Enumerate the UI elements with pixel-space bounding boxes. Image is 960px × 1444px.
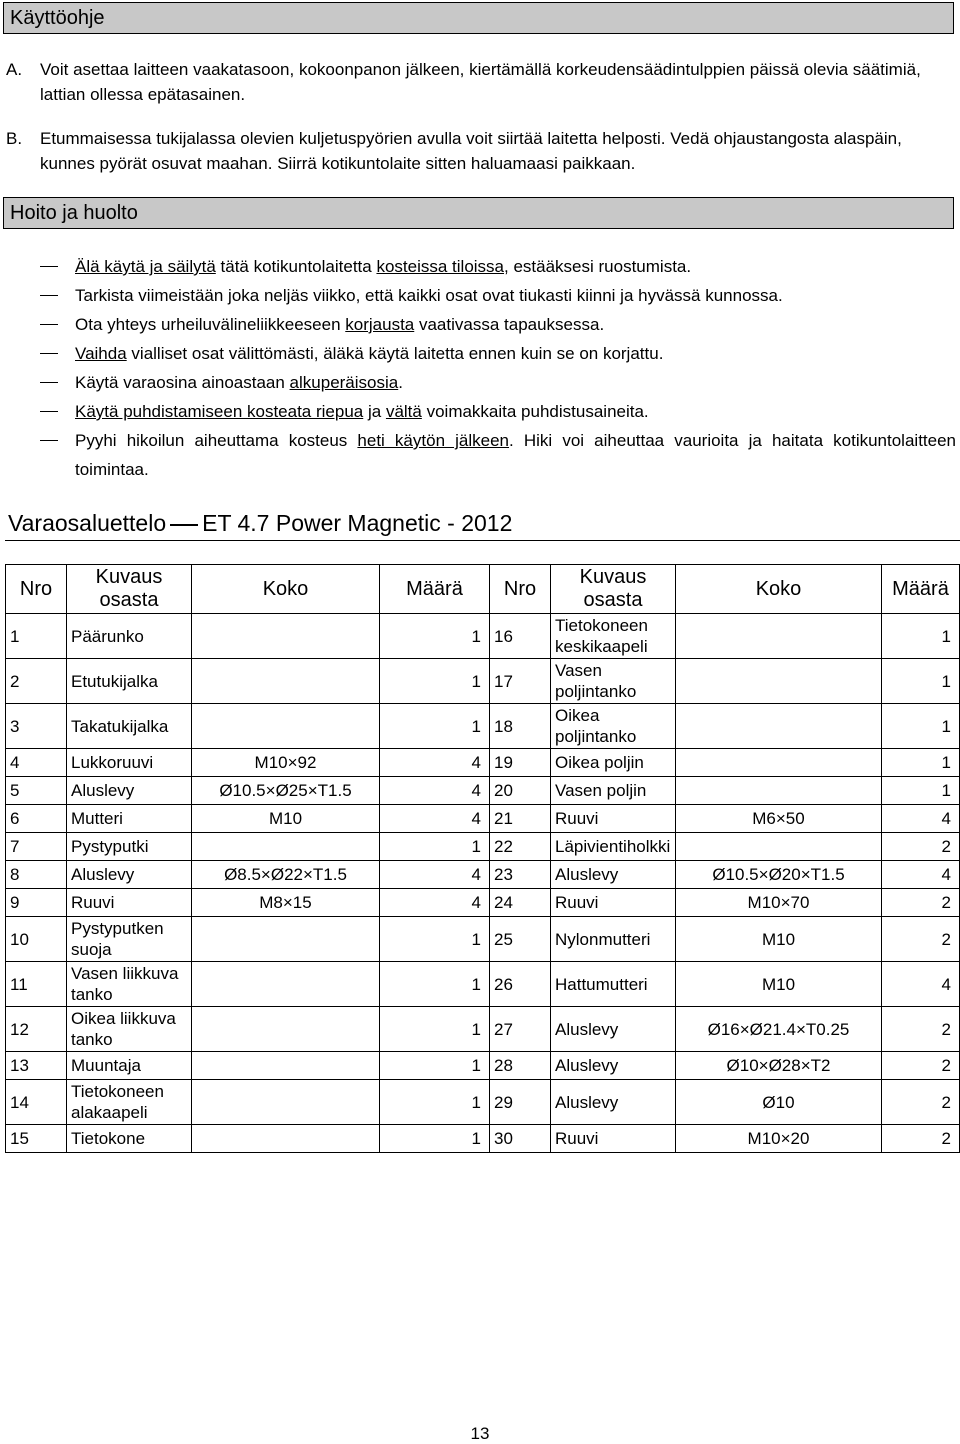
part-number: 1 xyxy=(6,614,67,659)
table-row xyxy=(6,917,960,962)
part-quantity: 1 xyxy=(380,1080,490,1125)
part-quantity: 1 xyxy=(882,704,960,749)
part-size xyxy=(192,1125,380,1153)
part-number: 9 xyxy=(6,889,67,917)
care-text: ja xyxy=(363,402,386,421)
part-size: Ø10 xyxy=(676,1080,882,1125)
part-size xyxy=(192,917,380,962)
dash-icon xyxy=(170,524,198,526)
part-quantity: 4 xyxy=(882,861,960,889)
part-quantity: 1 xyxy=(380,962,490,1007)
part-description: Mutteri xyxy=(67,805,192,833)
dash-icon xyxy=(40,440,58,441)
part-description: Ruuvi xyxy=(551,1125,676,1153)
care-text: korjausta xyxy=(345,315,415,334)
part-number: 19 xyxy=(490,749,551,777)
part-size xyxy=(676,777,882,805)
part-description: Ruuvi xyxy=(67,889,192,917)
care-header xyxy=(3,197,954,229)
care-item xyxy=(40,397,956,426)
part-quantity: 1 xyxy=(380,833,490,861)
care-text: Pyyhi hikoilun aiheuttama kosteus xyxy=(75,431,358,450)
col-header-quantity: Määrä xyxy=(380,565,490,614)
care-item xyxy=(40,339,956,368)
dash-icon xyxy=(40,411,58,412)
care-title: Hoito ja huolto xyxy=(10,202,138,224)
care-text: . xyxy=(398,373,403,392)
part-number: 8 xyxy=(6,861,67,889)
table-row xyxy=(6,614,960,659)
part-size xyxy=(192,962,380,1007)
dash-icon xyxy=(40,382,58,383)
part-size: M6×50 xyxy=(676,805,882,833)
part-size xyxy=(192,1007,380,1052)
part-quantity: 1 xyxy=(882,749,960,777)
part-size xyxy=(192,704,380,749)
part-quantity: 2 xyxy=(882,1080,960,1125)
part-description: Vasen poljin xyxy=(551,777,676,805)
part-size xyxy=(192,1052,380,1080)
part-description: Aluslevy xyxy=(551,1052,676,1080)
instruction-label: A. xyxy=(6,60,23,79)
care-text: Tarkista viimeistään joka neljäs viikko, että kaikki osat ovat tiukasti kiinni ja hyvässä kunnossa. xyxy=(75,286,783,305)
part-description: Aluslevy xyxy=(551,1080,676,1125)
table-row xyxy=(6,1080,960,1125)
part-description: Aluslevy xyxy=(67,777,192,805)
part-number: 24 xyxy=(490,889,551,917)
part-size: M10 xyxy=(676,962,882,1007)
part-quantity: 4 xyxy=(882,962,960,1007)
col-header-quantity: Määrä xyxy=(882,565,960,614)
part-number: 13 xyxy=(6,1052,67,1080)
part-size xyxy=(192,833,380,861)
col-header-description: Kuvaus osasta xyxy=(551,565,676,614)
part-quantity: 1 xyxy=(882,659,960,704)
col-header-description: Kuvaus osasta xyxy=(67,565,192,614)
part-description: Aluslevy xyxy=(551,861,676,889)
care-item xyxy=(40,310,956,339)
part-number: 20 xyxy=(490,777,551,805)
table-row xyxy=(6,749,960,777)
care-item xyxy=(40,368,956,397)
part-number: 2 xyxy=(6,659,67,704)
part-description: Hattumutteri xyxy=(551,962,676,1007)
part-description: Oikea poljintanko xyxy=(551,704,676,749)
table-row xyxy=(6,777,960,805)
table-row xyxy=(6,861,960,889)
part-number: 16 xyxy=(490,614,551,659)
part-number: 6 xyxy=(6,805,67,833)
instructions-title: Käyttöohje xyxy=(10,7,105,29)
care-text: vialliset osat välittömästi, äläkä käytä laitetta ennen kuin se on korjattu. xyxy=(126,344,664,363)
table-row xyxy=(6,962,960,1007)
part-number: 5 xyxy=(6,777,67,805)
part-quantity: 1 xyxy=(380,1007,490,1052)
care-text: Käytä puhdistamiseen kosteata riepua xyxy=(75,402,364,421)
table-row xyxy=(6,805,960,833)
page-number: 13 xyxy=(470,1424,490,1443)
instruction-label: B. xyxy=(6,129,23,148)
part-size xyxy=(676,833,882,861)
dash-icon xyxy=(40,266,58,267)
part-number: 10 xyxy=(6,917,67,962)
part-number: 12 xyxy=(6,1007,67,1052)
care-text: kosteissa tiloissa xyxy=(376,257,505,276)
parts-table xyxy=(5,564,960,1153)
part-quantity: 4 xyxy=(380,749,490,777)
parts-list-title xyxy=(5,505,960,541)
care-text: alkuperäisosia xyxy=(289,373,399,392)
part-number: 18 xyxy=(490,704,551,749)
part-quantity: 1 xyxy=(380,704,490,749)
care-item xyxy=(40,252,956,281)
part-description: Aluslevy xyxy=(551,1007,676,1052)
part-number: 17 xyxy=(490,659,551,704)
part-quantity: 1 xyxy=(380,659,490,704)
part-quantity: 1 xyxy=(380,614,490,659)
care-list xyxy=(40,252,956,484)
part-size: M10 xyxy=(676,917,882,962)
part-number: 14 xyxy=(6,1080,67,1125)
part-size: M8×15 xyxy=(192,889,380,917)
part-size: Ø10×Ø28×T2 xyxy=(676,1052,882,1080)
part-description: Nylonmutteri xyxy=(551,917,676,962)
table-row xyxy=(6,704,960,749)
table-row xyxy=(6,1007,960,1052)
parts-table-body xyxy=(6,614,960,1153)
part-quantity: 1 xyxy=(882,614,960,659)
col-header-nro: Nro xyxy=(6,565,67,614)
care-text: Käytä varaosina ainoastaan xyxy=(75,373,290,392)
part-quantity: 2 xyxy=(882,1007,960,1052)
part-quantity: 2 xyxy=(882,917,960,962)
part-number: 29 xyxy=(490,1080,551,1125)
part-description: Muuntaja xyxy=(67,1052,192,1080)
part-description: Tietokoneen keskikaapeli xyxy=(551,614,676,659)
care-text: vältä xyxy=(385,402,422,421)
care-text: heti käytön jälkeen xyxy=(357,431,510,450)
part-number: 25 xyxy=(490,917,551,962)
part-quantity: 4 xyxy=(380,889,490,917)
part-size: M10 xyxy=(192,805,380,833)
part-description: Läpivientiholkki xyxy=(551,833,676,861)
part-number: 21 xyxy=(490,805,551,833)
instruction-b xyxy=(6,126,956,176)
part-size xyxy=(676,659,882,704)
table-row xyxy=(6,1125,960,1153)
part-size: M10×70 xyxy=(676,889,882,917)
part-quantity: 4 xyxy=(380,777,490,805)
instruction-a xyxy=(6,57,956,107)
table-row xyxy=(6,659,960,704)
part-number: 28 xyxy=(490,1052,551,1080)
part-number: 23 xyxy=(490,861,551,889)
part-description: Päärunko xyxy=(67,614,192,659)
care-item xyxy=(40,426,956,484)
part-quantity: 1 xyxy=(380,917,490,962)
part-quantity: 2 xyxy=(882,1052,960,1080)
care-item xyxy=(40,281,956,310)
part-size xyxy=(192,614,380,659)
table-row xyxy=(6,833,960,861)
part-quantity: 1 xyxy=(882,777,960,805)
care-text: voimakkaita puhdistusaineita. xyxy=(421,402,649,421)
table-header-row xyxy=(6,565,960,614)
part-size: M10×92 xyxy=(192,749,380,777)
part-description: Oikea liikkuva tanko xyxy=(67,1007,192,1052)
instruction-text: Voit asettaa laitteen vaakatasoon, kokoonpanon jälkeen, kiertämällä korkeudensäädintulppien päissä olevia säätimiä, lattian ollessa epätasainen. xyxy=(40,60,921,104)
part-description: Oikea poljin xyxy=(551,749,676,777)
part-number: 27 xyxy=(490,1007,551,1052)
instruction-text: Etummaisessa tukijalassa olevien kuljetuspyörien avulla voit siirtää laitetta helposti. Vedä ohjaustangosta alaspäin, kunnes pyörät osuvat maahan. Siirrä kotikuntolaite sitten haluamaasi paikkaan. xyxy=(40,129,902,173)
dash-icon xyxy=(40,295,58,296)
dash-icon xyxy=(40,353,58,354)
care-text: . Hiki voi aiheuttaa vaurioita ja haitata kotikuntolaitteen toimintaa. xyxy=(75,431,957,479)
col-header-size: Koko xyxy=(192,565,380,614)
part-number: 15 xyxy=(6,1125,67,1153)
part-description: Tietokone xyxy=(67,1125,192,1153)
part-number: 22 xyxy=(490,833,551,861)
col-header-size: Koko xyxy=(676,565,882,614)
part-quantity: 4 xyxy=(380,861,490,889)
part-description: Aluslevy xyxy=(67,861,192,889)
part-quantity: 2 xyxy=(882,1125,960,1153)
parts-title-text: Varaosaluettelo xyxy=(8,510,167,536)
part-description: Ruuvi xyxy=(551,889,676,917)
care-text: tätä kotikuntolaitetta xyxy=(215,257,377,276)
col-header-nro: Nro xyxy=(490,565,551,614)
dash-icon xyxy=(40,324,58,325)
table-row xyxy=(6,1052,960,1080)
care-text: , estääksesi ruostumista. xyxy=(504,257,692,276)
part-number: 7 xyxy=(6,833,67,861)
care-text: Vaihda xyxy=(75,344,127,363)
part-size: Ø8.5×Ø22×T1.5 xyxy=(192,861,380,889)
part-size xyxy=(192,659,380,704)
care-text: Älä käytä ja säilytä xyxy=(75,257,216,276)
part-number: 4 xyxy=(6,749,67,777)
part-quantity: 1 xyxy=(380,1052,490,1080)
care-text: vaativassa tapauksessa. xyxy=(414,315,605,334)
part-description: Vasen poljintanko xyxy=(551,659,676,704)
part-description: Ruuvi xyxy=(551,805,676,833)
part-quantity: 1 xyxy=(380,1125,490,1153)
part-description: Pystyputki xyxy=(67,833,192,861)
part-quantity: 4 xyxy=(882,805,960,833)
part-size xyxy=(676,704,882,749)
part-number: 30 xyxy=(490,1125,551,1153)
parts-title-text: ET 4.7 Power Magnetic - 2012 xyxy=(202,510,513,536)
part-quantity: 4 xyxy=(380,805,490,833)
part-size: Ø10.5×Ø20×T1.5 xyxy=(676,861,882,889)
part-size xyxy=(676,614,882,659)
part-description: Pystyputken suoja xyxy=(67,917,192,962)
table-row xyxy=(6,889,960,917)
part-number: 3 xyxy=(6,704,67,749)
part-quantity: 2 xyxy=(882,889,960,917)
part-size: Ø16×Ø21.4×T0.25 xyxy=(676,1007,882,1052)
part-size: Ø10.5×Ø25×T1.5 xyxy=(192,777,380,805)
part-size xyxy=(192,1080,380,1125)
part-number: 11 xyxy=(6,962,67,1007)
care-text: Ota yhteys urheiluvälineliikkeeseen xyxy=(75,315,346,334)
instructions-header xyxy=(3,2,954,34)
part-number: 26 xyxy=(490,962,551,1007)
part-description: Lukkoruuvi xyxy=(67,749,192,777)
part-size xyxy=(676,749,882,777)
part-description: Etutukijalka xyxy=(67,659,192,704)
part-description: Tietokoneen alakaapeli xyxy=(67,1080,192,1125)
part-description: Takatukijalka xyxy=(67,704,192,749)
part-size: M10×20 xyxy=(676,1125,882,1153)
part-description: Vasen liikkuva tanko xyxy=(67,962,192,1007)
part-quantity: 2 xyxy=(882,833,960,861)
